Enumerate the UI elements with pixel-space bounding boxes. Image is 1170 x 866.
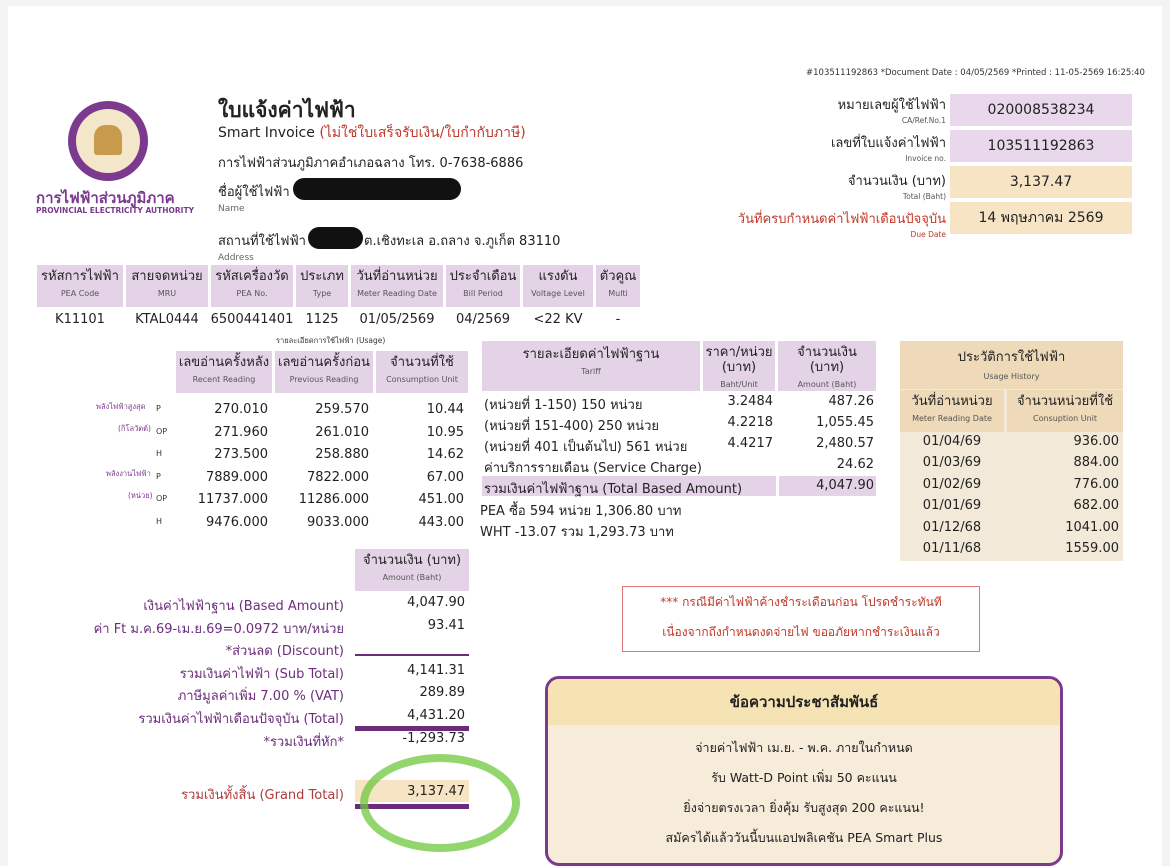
ca-label: หมายเลขผู้ใช้ไฟฟ้า	[837, 98, 946, 113]
usage-recent: 271.960	[214, 424, 268, 440]
invoice-title: ใบแจ้งค่าไฟฟ้า	[218, 98, 356, 122]
document-reference: #103511192863 *Document Date : 04/05/2569 *Printed : 11-05-2569 16:25:40	[806, 68, 1145, 78]
usage-previous: 258.880	[315, 447, 369, 463]
total-sub: Total (Baht)	[902, 192, 946, 201]
pr-title: ข้อความประชาสัมพันธ์	[548, 679, 1060, 725]
usage-tag: H	[156, 517, 163, 526]
history-unit: 1559.00	[1065, 541, 1119, 556]
usage-recent: 7889.000	[205, 469, 268, 485]
customer-address-sub: Address	[218, 253, 254, 263]
summary-label: รวมเงินค่าไฟฟ้าเดือนปัจจุบัน (Total)	[138, 712, 344, 727]
usage-header-recent: เลขอ่านครั้งหลัง Recent Reading	[176, 351, 272, 393]
ca-value: 020008538234	[950, 94, 1132, 126]
pr-line-1: จ่ายค่าไฟฟ้า เม.ย. - พ.ค. ภายในกำหนด	[695, 740, 913, 755]
tariff-rate: 3.2484	[727, 394, 773, 409]
history-unit: 1041.00	[1065, 519, 1119, 535]
tariff-header-rate: ราคา/หน่วย (บาท) Baht/Unit	[703, 341, 775, 391]
tariff-total-label: รวมเงินค่าไฟฟ้าฐาน (Total Based Amount)	[484, 482, 743, 497]
redacted-address	[308, 227, 363, 249]
summary-label: รวมเงินค่าไฟฟ้า (Sub Total)	[179, 666, 344, 682]
meter-value-voltage: <22 KV	[533, 312, 583, 327]
customer-address-label: สถานที่ใช้ไฟฟ้า	[218, 234, 306, 249]
usage-unit: 10.44	[426, 402, 464, 417]
due-date-sub: Due Date	[910, 230, 946, 239]
tariff-desc: (หน่วยที่ 401 เป็นต้นไป) 561 หน่วย	[484, 440, 688, 455]
overdue-notice	[622, 586, 980, 652]
meter-value-bill-period: 04/2569	[455, 312, 510, 327]
usage-group2-unit: (หน่วย)	[128, 491, 153, 500]
tariff-amount: 1,055.45	[816, 415, 874, 430]
history-date: 01/01/69	[922, 498, 982, 514]
usage-unit: 67.00	[426, 469, 464, 485]
meter-value-pea-no: 6500441401	[210, 312, 294, 327]
usage-tag: P	[156, 404, 161, 413]
tariff-total-value: 4,047.90	[816, 478, 874, 493]
summary-label: เงินค่าไฟฟ้าฐาน (Based Amount)	[143, 599, 344, 614]
meter-value-multi: -	[615, 312, 621, 327]
summary-value: 289.89	[419, 685, 465, 701]
history-unit: 776.00	[1073, 476, 1119, 492]
history-header-unit: จำนวนหน่วยที่ใช้ Consuption Unit	[1007, 390, 1123, 432]
usage-header-consumption: จำนวนที่ใช้ Consumption Unit	[376, 351, 468, 393]
summary-value: 4,141.31	[407, 662, 465, 678]
usage-caption: รายละเอียดการใช้ไฟฟ้า (Usage)	[276, 336, 386, 345]
meter-header-type: ประเภท Type	[296, 265, 348, 307]
tariff-desc: (หน่วยที่ 151-400) 250 หน่วย	[484, 419, 659, 434]
smart-invoice-text: Smart Invoice	[218, 125, 315, 141]
green-highlight-circle	[360, 754, 520, 852]
summary-value: -1,293.73	[402, 730, 465, 746]
meter-value-mru: KTAL0444	[135, 312, 199, 327]
ca-sub: CA/Ref.No.1	[901, 116, 946, 125]
usage-tag: H	[156, 449, 163, 459]
grand-total-value: 3,137.47	[407, 784, 465, 799]
meter-header-mru: สายจดหน่วย MRU	[126, 265, 208, 307]
usage-unit: 10.95	[426, 424, 464, 440]
org-name-en: PROVINCIAL ELECTRICITY AUTHORITY	[36, 206, 195, 215]
summary-divider-2	[355, 726, 469, 731]
wht-line: WHT -13.07 รวม 1,293.73 บาท	[480, 525, 674, 540]
notice-line-1: *** กรณีมีค่าไฟฟ้าค้างชำระเดือนก่อน โปรดชำระทันที	[660, 595, 942, 609]
summary-value: 93.41	[427, 617, 465, 633]
usage-previous: 261.010	[315, 424, 369, 440]
invoice-no-sub: Invoice no.	[905, 154, 946, 163]
usage-unit: 443.00	[418, 515, 464, 530]
meter-header-reading-date: วันที่อ่านหน่วย Meter Reading Date	[351, 265, 443, 307]
summary-header: จำนวนเงิน (บาท) Amount (Baht)	[355, 549, 469, 591]
usage-previous: 259.570	[315, 402, 369, 417]
due-date-label: วันที่ครบกำหนดค่าไฟฟ้าเดือนปัจจุบัน	[737, 212, 946, 227]
tariff-amount: 487.26	[828, 394, 874, 409]
customer-name-label: ชื่อผู้ใช้ไฟฟ้า	[218, 185, 290, 200]
usage-tag: P	[156, 471, 161, 481]
meter-value-type: 1125	[305, 312, 339, 327]
due-date-value: 14 พฤษภาคม 2569	[950, 202, 1132, 234]
invoice-no-label: เลขที่ใบแจ้งค่าไฟฟ้า	[830, 136, 946, 151]
tariff-header-desc: รายละเอียดค่าไฟฟ้าฐาน Tariff	[482, 341, 700, 391]
meter-value-reading-date: 01/05/2569	[359, 312, 435, 327]
tariff-rate: 4.4217	[727, 436, 773, 451]
summary-label: *ส่วนลด (Discount)	[225, 644, 344, 660]
usage-previous: 7822.000	[306, 469, 369, 485]
history-header-date: วันที่อ่านหน่วย Meter Reading Date	[900, 390, 1004, 432]
tariff-header-amount: จำนวนเงิน (บาท) Amount (Baht)	[778, 341, 876, 391]
usage-group1-label: พลังไฟฟ้าสูงสุด	[96, 402, 146, 411]
invoice-sheet	[8, 6, 1162, 866]
smart-invoice-label	[218, 122, 526, 144]
customer-address-value: ต.เชิงทะเล อ.ถลาง จ.ภูเก็ต 83110	[364, 234, 561, 249]
summary-value: 4,431.20	[407, 708, 465, 723]
summary-label: ภาษีมูลค่าเพิ่ม 7.00 % (VAT)	[177, 689, 344, 705]
usage-recent: 273.500	[214, 447, 268, 463]
summary-label: *รวมเงินที่หัก*	[263, 734, 344, 750]
summary-label: ค่า Ft ม.ค.69-เม.ย.69=0.0972 บาท/หน่วย	[93, 621, 344, 637]
history-unit: 936.00	[1073, 434, 1119, 449]
tariff-amount: 24.62	[836, 457, 874, 472]
meter-header-multi: ตัวคูณ Multi	[596, 265, 640, 307]
usage-recent: 9476.000	[205, 515, 268, 530]
invoice-no-value: 103511192863	[950, 130, 1132, 162]
org-name-th: การไฟฟ้าส่วนภูมิภาค	[36, 189, 175, 207]
usage-tag: OP	[156, 426, 168, 436]
usage-tag: OP	[156, 494, 168, 504]
pr-line-4: สมัครได้แล้ววันนี้บนแอปพลิเคชัน PEA Smart Plus	[665, 830, 943, 845]
tariff-desc: (หน่วยที่ 1-150) 150 หน่วย	[484, 398, 643, 413]
office-info: การไฟฟ้าส่วนภูมิภาคอำเภอฉลาง โทร. 0-7638-6886	[218, 156, 524, 171]
usage-unit: 14.62	[426, 447, 464, 463]
customer-name-sub: Name	[218, 204, 245, 214]
pr-box	[545, 676, 1063, 866]
usage-recent: 270.010	[214, 402, 268, 417]
pea-buy-line: PEA ซื้อ 594 หน่วย 1,306.80 บาท	[480, 504, 682, 519]
tariff-desc: ค่าบริการรายเดือน (Service Charge)	[484, 461, 702, 476]
total-value: 3,137.47	[950, 166, 1132, 198]
meter-value-pea-code: K11101	[55, 312, 105, 327]
pr-line-3: ยิ่งจ่ายตรงเวลา ยิ่งคุ้ม รับสูงสุด 200 คะแนน!	[683, 800, 925, 815]
usage-previous: 9033.000	[306, 515, 369, 530]
usage-recent: 11737.000	[197, 492, 268, 508]
summary-divider-1	[355, 654, 469, 656]
usage-previous: 11286.000	[298, 492, 369, 508]
redacted-name	[293, 178, 461, 200]
history-title-en: Usage History	[983, 372, 1040, 381]
usage-unit: 451.00	[418, 492, 464, 508]
meter-header-voltage: แรงดัน Voltage Level	[523, 265, 593, 307]
meter-header-pea-code: รหัสการไฟฟ้า PEA Code	[37, 265, 123, 307]
meter-header-bill-period: ประจำเดือน Bill Period	[446, 265, 520, 307]
total-label: จำนวนเงิน (บาท)	[847, 174, 946, 189]
history-unit: 884.00	[1073, 455, 1119, 471]
tariff-rate: 4.2218	[727, 415, 773, 430]
history-date: 01/04/69	[922, 434, 982, 449]
history-unit: 682.00	[1073, 498, 1119, 514]
history-date: 01/12/68	[922, 519, 982, 535]
history-title: ประวัติการใช้ไฟฟ้า	[957, 350, 1066, 365]
tariff-amount: 2,480.57	[816, 436, 874, 451]
summary-value: 4,047.90	[407, 595, 465, 610]
grand-total-label: รวมเงินทั้งสิ้น (Grand Total)	[181, 788, 344, 803]
notice-line-2: เนื่องจากถึงกำหนดงดจ่ายไฟ ขออภัยหากชำระเงินแล้ว	[662, 625, 940, 639]
not-receipt-note: (ไม่ใช่ใบเสร็จรับเงิน/ใบกำกับภาษี)	[319, 125, 526, 141]
history-date: 01/11/68	[922, 541, 982, 556]
usage-group2-label: พลังงานไฟฟ้า	[106, 469, 151, 478]
history-date: 01/03/69	[922, 455, 982, 471]
usage-header-previous: เลขอ่านครั้งก่อน Previous Reading	[275, 351, 373, 393]
usage-group1-unit: (กิโลวัตต์)	[118, 424, 151, 433]
pea-logo-icon	[68, 101, 148, 181]
meter-header-pea-no: รหัสเครื่องวัด PEA No.	[211, 265, 293, 307]
history-date: 01/02/69	[922, 476, 982, 492]
pr-line-2: รับ Watt-D Point เพิ่ม 50 คะแนน	[711, 770, 897, 785]
